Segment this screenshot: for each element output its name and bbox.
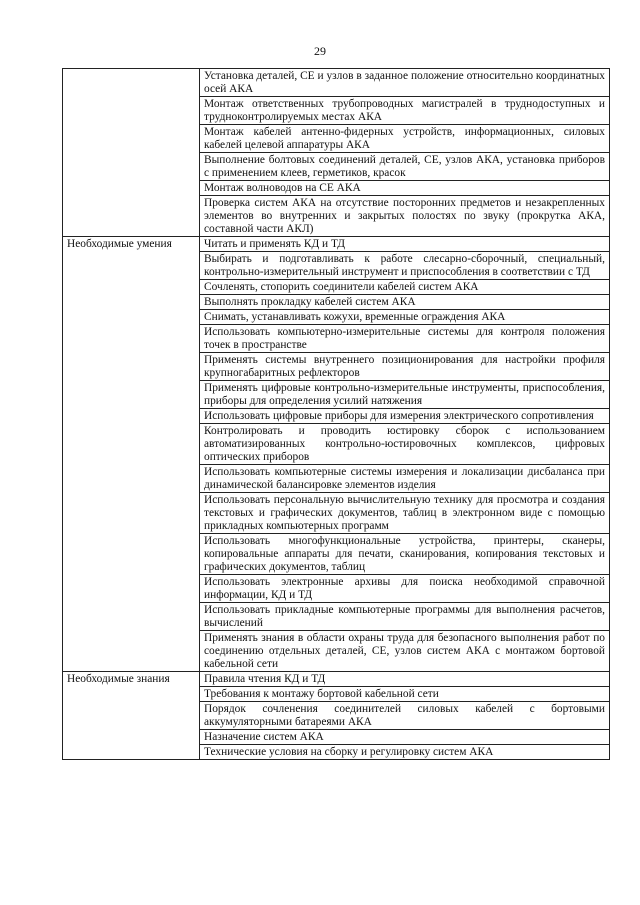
item-cell: Снимать, устанавливать кожухи, временные ограждения АКА [200, 310, 610, 325]
item-cell: Требования к монтажу бортовой кабельной сети [200, 687, 610, 702]
requirements-table [62, 68, 610, 760]
item-cell: Порядок сочленения соединителей силовых кабелей с бортовыми аккумуляторными батареями АКА [200, 702, 610, 730]
item-cell: Применять знания в области охраны труда для безопасного выполнения работ по соединению отдельных деталей, СЕ, узлов систем АКА с монтажом бортовой кабельной сети [200, 631, 610, 672]
item-cell: Установка деталей, СЕ и узлов в заданное положение относительно координатных осей АКА [200, 69, 610, 97]
item-cell: Использовать электронные архивы для поиска необходимой справочной информации, КД и ТД [200, 575, 610, 603]
table-body [63, 69, 610, 760]
item-cell: Использовать цифровые приборы для измерения электрического сопротивления [200, 409, 610, 424]
item-cell: Технические условия на сборку и регулировку систем АКА [200, 745, 610, 760]
category-cell: Необходимые умения [63, 237, 200, 672]
item-cell: Использовать компьютерно-измерительные системы для контроля положения точек в пространстве [200, 325, 610, 353]
table-row [63, 69, 610, 97]
item-cell: Применять системы внутреннего позиционирования для настройки профиля крупногабаритных рефлекторов [200, 353, 610, 381]
item-cell: Выполнять прокладку кабелей систем АКА [200, 295, 610, 310]
item-cell: Использовать персональную вычислительную технику для просмотра и создания текстовых и графических документов, таблиц в электронном виде с помощью прикладных компьютерных программ [200, 493, 610, 534]
item-cell: Использовать многофункциональные устройства, принтеры, сканеры, копировальные аппараты для печати, сканирования, копирования текстовых и графических документов, таблиц [200, 534, 610, 575]
page-number: 29 [314, 44, 326, 58]
item-cell: Читать и применять КД и ТД [200, 237, 610, 252]
item-cell: Выполнение болтовых соединений деталей, СЕ, узлов АКА, установка приборов с применением клеев, герметиков, красок [200, 153, 610, 181]
item-cell: Правила чтения КД и ТД [200, 672, 610, 687]
category-cell: Необходимые знания [63, 672, 200, 760]
item-cell: Применять цифровые контрольно-измерительные инструменты, приспособления, приборы для определения усилий натяжения [200, 381, 610, 409]
item-cell: Сочленять, стопорить соединители кабелей систем АКА [200, 280, 610, 295]
item-cell: Выбирать и подготавливать к работе слесарно-сборочный, специальный, контрольно-измерительный инструмент и приспособления в соответствии с ТД [200, 252, 610, 280]
item-cell: Использовать прикладные компьютерные программы для выполнения расчетов, вычислений [200, 603, 610, 631]
table-row [63, 672, 610, 687]
item-cell: Монтаж кабелей антенно-фидерных устройств, информационных, силовых кабелей целевой аппаратуры АКА [200, 125, 610, 153]
item-cell: Монтаж ответственных трубопроводных магистралей в труднодоступных и трудноконтролируемых местах АКА [200, 97, 610, 125]
item-cell: Проверка систем АКА на отсутствие посторонних предметов и незакрепленных элементов во внутренних и закрытых полостях по звуку (прокрутка АКА, составной части АКЛ) [200, 196, 610, 237]
item-cell: Контролировать и проводить юстировку сборок с использованием автоматизированных контрольно-юстировочных комплексов, цифровых оптических приборов [200, 424, 610, 465]
item-cell: Назначение систем АКА [200, 730, 610, 745]
category-cell [63, 69, 200, 237]
item-cell: Монтаж волноводов на СЕ АКА [200, 181, 610, 196]
table-row [63, 237, 610, 252]
item-cell: Использовать компьютерные системы измерения и локализации дисбаланса при динамической балансировке элементов изделия [200, 465, 610, 493]
